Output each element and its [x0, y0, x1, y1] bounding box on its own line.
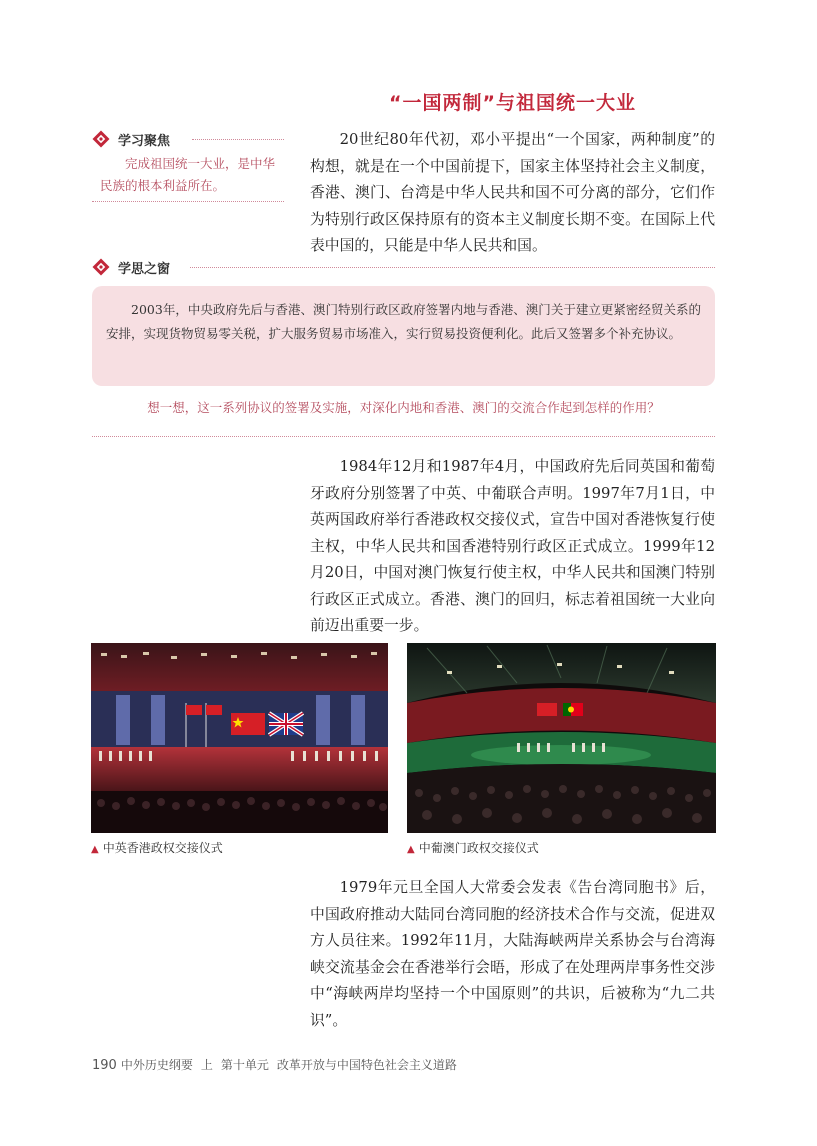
divider: [92, 201, 284, 202]
paragraph: [310, 875, 715, 1034]
study-window-text: 2003年，中央政府先后与香港、澳门特别行政区政府签署内地与香港、澳门关于建立更紧密经贸关系的安排，实现货物贸易零关税，扩大服务贸易市场准入，实行贸易投资便利化。此后又签署多个补充协议。: [106, 302, 701, 341]
study-window-question: 想一想，这一系列协议的签署及实施，对深化内地和香港、澳门的交流合作起到怎样的作用？: [147, 400, 660, 415]
section-title: “一国两制”与祖国统一大业: [389, 92, 636, 114]
triangle-marker-icon: ▲: [407, 844, 415, 855]
paragraph-text: 20世纪80年代初，邓小平提出“一个国家，两种制度”的构想，就是在一个中国前提下，国家主体坚持社会主义制度，香港、澳门、台湾是中华人民共和国不可分离的部分，它们作为特别行政区保持原有的资本主义制度长期不变。在国际上代表中国的，只能是中华人民共和国。: [310, 131, 715, 254]
unit-title: 改革开放与中国特色社会主义道路: [276, 1058, 457, 1072]
caption-text: 中葡澳门政权交接仪式: [418, 841, 539, 855]
triangle-marker-icon: ▲: [91, 844, 99, 855]
divider: [190, 267, 715, 268]
hong-kong-handover-photo: [91, 643, 388, 833]
unit-number: 第十单元: [220, 1058, 269, 1072]
study-window-box: [92, 286, 715, 386]
page-footer: [92, 1056, 465, 1073]
photo-caption: [91, 839, 223, 856]
study-focus-label: 学习聚焦: [118, 134, 171, 149]
diamond-icon: [92, 130, 110, 148]
paragraph: [310, 127, 715, 260]
study-window-label: 学思之窗: [118, 262, 171, 277]
volume: 上: [200, 1058, 213, 1072]
diamond-icon: [92, 258, 110, 276]
book-title: 中外历史纲要: [120, 1058, 193, 1072]
paragraph-text: 1984年12月和1987年4月，中国政府先后同英国和葡萄牙政府分别签署了中英、中葡联合声明。1997年7月1日，中英两国政府举行香港政权交接仪式，宣告中国对香港恢复行使主权，中华人民共和国香港特别行政区正式成立。1999年12月20日，中国对澳门恢复行使主权，中华人民共和国澳门特别行政区正式成立。香港、澳门的回归，标志着祖国统一大业向前迈出重要一步。: [310, 458, 715, 634]
caption-text: 中英香港政权交接仪式: [102, 841, 223, 855]
study-focus-text: 完成祖国统一大业，是中华民族的根本利益所在。: [100, 156, 276, 193]
study-focus-header: [92, 129, 284, 149]
divider: [192, 139, 284, 140]
page-number: 190: [92, 1058, 117, 1073]
macao-handover-photo: [407, 643, 716, 833]
divider: [92, 436, 715, 437]
paragraph: [310, 454, 715, 640]
photo-caption: [407, 839, 539, 856]
study-window-header: [92, 257, 715, 277]
paragraph-text: 1979年元旦全国人大常委会发表《告台湾同胞书》后，中国政府推动大陆同台湾同胞的经济技术合作与交流，促进双方人员往来。1992年11月，大陆海峡两岸关系协会与台湾海峡交流基金会在香港举行会晤，形成了在处理两岸事务性交涉中“海峡两岸均坚持一个中国原则”的共识，后被称为“九二共识”。: [310, 879, 715, 1029]
